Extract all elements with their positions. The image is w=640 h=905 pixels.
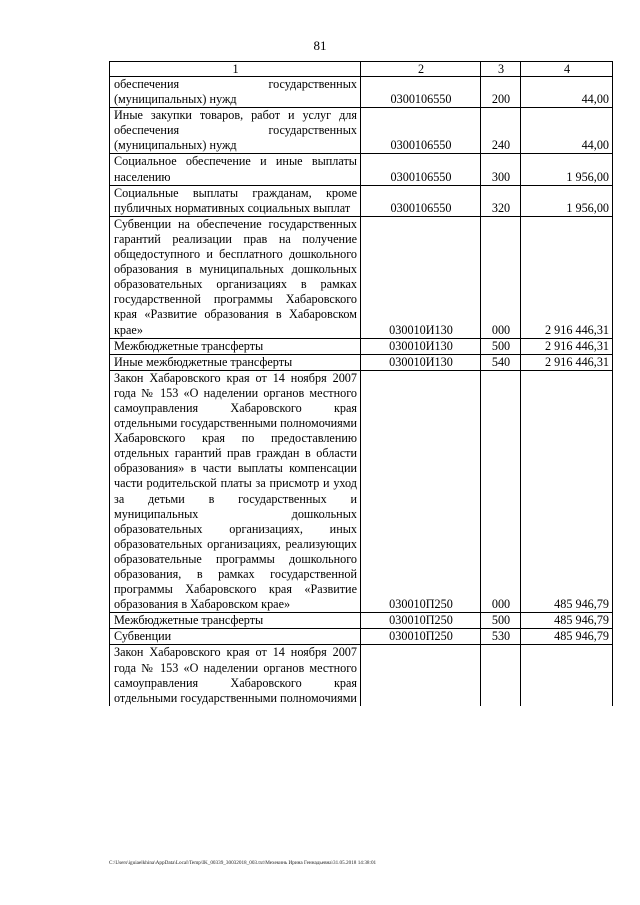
row-type: 530 bbox=[481, 629, 521, 645]
row-description: Субвенции bbox=[110, 629, 361, 645]
row-type: 500 bbox=[481, 338, 521, 354]
row-description: Закон Хабаровского края от 14 ноября 2007 года № 153 «О наделении органов местного самоуправления Хабаровского края отдельными государственными полномочиями bbox=[110, 645, 361, 706]
row-description: Закон Хабаровского края от 14 ноября 2007 года № 153 «О наделении органов местного самоуправления Хабаровского края отдельными государственными полномочиями Хабаровского края по предоставлению отдельных гарантий прав граждан в области образования» в части выплаты компенсации части родительской платы за присмотр и уход за детьми в государственных и муниципальных дошкольных образовательных организациях, иных образовательных организациях, реализующих образовательные программы дошкольного образования, в рамках государственной программы Хабаровского края «Развитие образования в Хабаровском крае» bbox=[110, 370, 361, 613]
row-type: 240 bbox=[481, 108, 521, 154]
row-code: 0300106550 bbox=[361, 108, 481, 154]
file-path-footer: C:\Users\iguiaelkhina\AppData\Local\Temp\IK_00339_30032018_003.txt\Мехекинь Ирина Геннадьевна\31.05.2018 14:38:01 bbox=[109, 860, 377, 866]
table-row bbox=[110, 629, 613, 645]
row-amount: 2 916 446,31 bbox=[521, 354, 613, 370]
row-description: Иные межбюджетные трансферты bbox=[110, 354, 361, 370]
table-row bbox=[110, 216, 613, 338]
table-row bbox=[110, 354, 613, 370]
column-header: 2 bbox=[361, 62, 481, 77]
row-type: 320 bbox=[481, 185, 521, 216]
row-amount: 2 916 446,31 bbox=[521, 216, 613, 338]
table-row bbox=[110, 108, 613, 154]
row-code: 0300106550 bbox=[361, 154, 481, 185]
table-row bbox=[110, 77, 613, 108]
row-amount: 1 956,00 bbox=[521, 154, 613, 185]
table-header-row bbox=[110, 62, 613, 77]
row-description: обеспечения государственных (муниципальных) нужд bbox=[110, 77, 361, 108]
row-code bbox=[361, 645, 481, 706]
row-type: 300 bbox=[481, 154, 521, 185]
row-amount: 44,00 bbox=[521, 108, 613, 154]
table-row bbox=[110, 613, 613, 629]
row-amount: 2 916 446,31 bbox=[521, 338, 613, 354]
row-type: 000 bbox=[481, 216, 521, 338]
row-description: Межбюджетные трансферты bbox=[110, 613, 361, 629]
row-amount: 485 946,79 bbox=[521, 370, 613, 613]
row-code: 030010И130 bbox=[361, 216, 481, 338]
column-header: 1 bbox=[110, 62, 361, 77]
row-amount: 44,00 bbox=[521, 77, 613, 108]
row-code: 030010И130 bbox=[361, 338, 481, 354]
row-type: 500 bbox=[481, 613, 521, 629]
row-type: 200 bbox=[481, 77, 521, 108]
row-description: Субвенции на обеспечение государственных гарантий реализации прав на получение общедоступного и бесплатного дошкольного образования в муниципальных дошкольных образовательных организациях в рамках государственной программы Хабаровского края «Развитие образования в Хабаровском крае» bbox=[110, 216, 361, 338]
row-description: Социальное обеспечение и иные выплаты населению bbox=[110, 154, 361, 185]
row-code: 030010И130 bbox=[361, 354, 481, 370]
row-description: Социальные выплаты гражданам, кроме публичных нормативных социальных выплат bbox=[110, 185, 361, 216]
table-row bbox=[110, 154, 613, 185]
row-code: 030010П250 bbox=[361, 613, 481, 629]
row-amount: 485 946,79 bbox=[521, 629, 613, 645]
row-description: Иные закупки товаров, работ и услуг для обеспечения государственных (муниципальных) нужд bbox=[110, 108, 361, 154]
table-row bbox=[110, 185, 613, 216]
row-type: 000 bbox=[481, 370, 521, 613]
table-row bbox=[110, 338, 613, 354]
row-type bbox=[481, 645, 521, 706]
column-header: 4 bbox=[521, 62, 613, 77]
budget-table bbox=[109, 61, 613, 706]
table-row bbox=[110, 370, 613, 613]
row-code: 030010П250 bbox=[361, 370, 481, 613]
page-number: 81 bbox=[313, 38, 327, 53]
row-code: 0300106550 bbox=[361, 77, 481, 108]
row-type: 540 bbox=[481, 354, 521, 370]
row-amount bbox=[521, 645, 613, 706]
row-amount: 485 946,79 bbox=[521, 613, 613, 629]
row-code: 0300106550 bbox=[361, 185, 481, 216]
table-row bbox=[110, 645, 613, 706]
row-code: 030010П250 bbox=[361, 629, 481, 645]
row-description: Межбюджетные трансферты bbox=[110, 338, 361, 354]
row-amount: 1 956,00 bbox=[521, 185, 613, 216]
column-header: 3 bbox=[481, 62, 521, 77]
